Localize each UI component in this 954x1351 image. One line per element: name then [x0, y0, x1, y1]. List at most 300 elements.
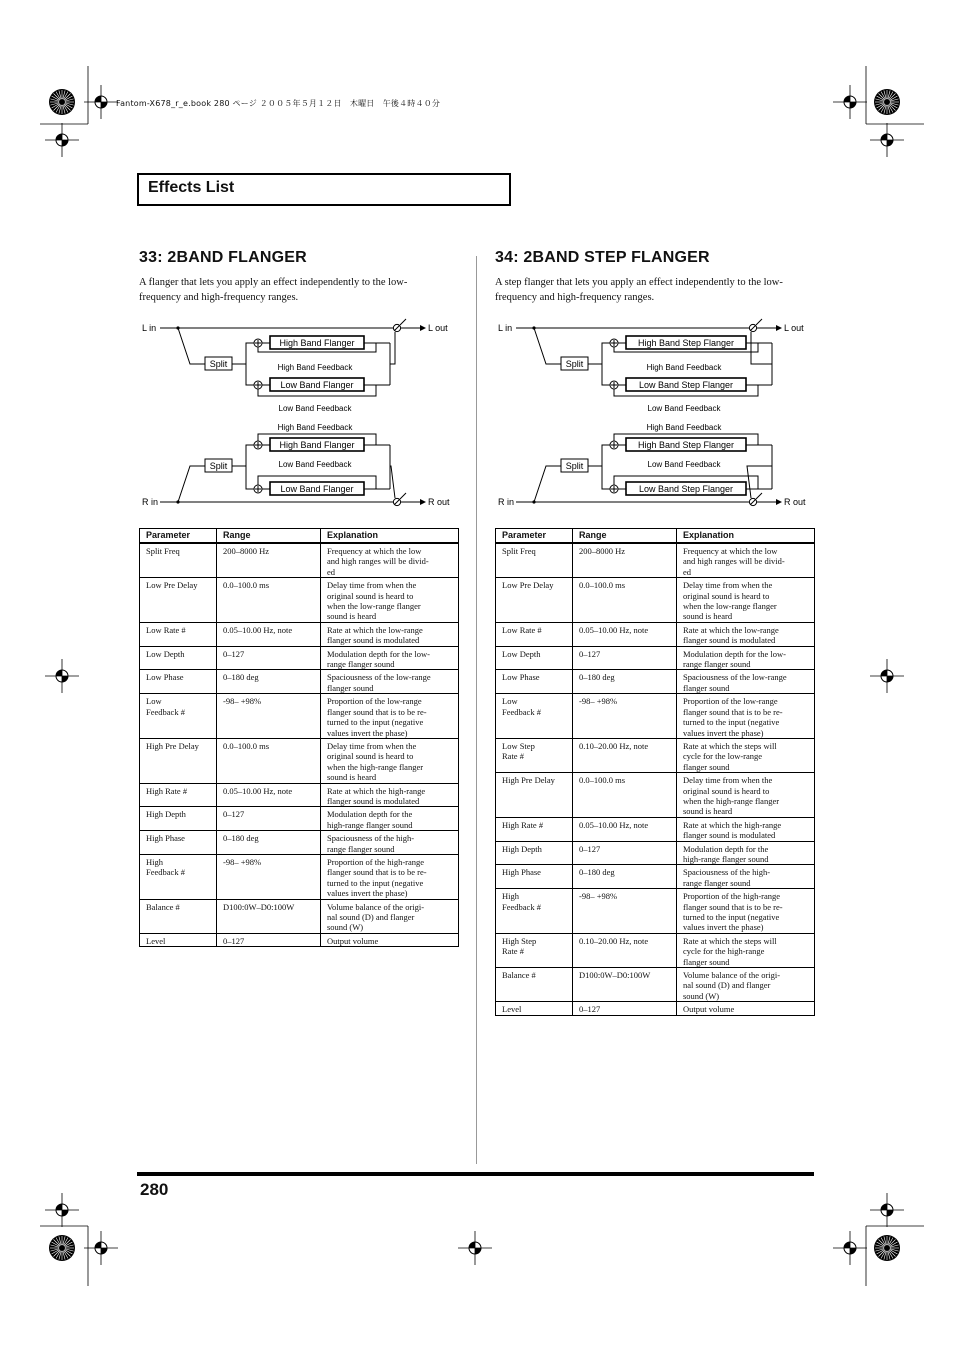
parameter-cell [140, 831, 217, 855]
explanation-cell-line: range flanger sound [327, 659, 395, 670]
table-row [496, 543, 815, 578]
parameter-cell-line: Level [502, 1004, 522, 1015]
parameter-cell [496, 670, 573, 694]
r-low-feedback-label: Low Band Feedback [278, 460, 352, 469]
range-cell [573, 817, 677, 841]
range-cell [217, 543, 321, 578]
explanation-cell-line: flanger sound [683, 682, 730, 693]
range-cell-line: D100:0W–D0:100W [579, 970, 651, 981]
explanation-cell-line: flanger sound that is to be re- [683, 706, 783, 717]
explanation-cell-line: Delay time from when the [683, 775, 773, 786]
r-high-band-flanger-label: High Band Step Flanger [637, 440, 735, 450]
table-row [140, 738, 459, 783]
r-split-high [588, 445, 610, 466]
explanation-cell [677, 817, 815, 841]
effect33-description-line-2: frequency and high-frequency ranges. [139, 292, 299, 303]
explanation-cell-line: flanger sound [683, 956, 730, 967]
range-cell [217, 578, 321, 623]
explanation-cell [677, 841, 815, 865]
table-header-row [140, 529, 459, 544]
parameter-cell-line: Level [146, 935, 166, 946]
range-cell [573, 1002, 677, 1015]
parameter-cell-line: High Phase [146, 833, 185, 844]
explanation-cell-line: Proportion of the low-range [683, 696, 778, 707]
range-cell-line: -98– +98% [223, 696, 262, 707]
parameter-cell [140, 854, 217, 899]
explanation-cell-line: nal sound (D) and flanger [327, 912, 415, 922]
explanation-cell-line: flanger sound [327, 682, 374, 693]
range-cell-line: 200–8000 Hz [579, 546, 626, 556]
explanation-cell [321, 646, 459, 670]
explanation-cell-line: high-range flanger sound [327, 819, 413, 830]
parameter-cell [496, 817, 573, 841]
level-arrow [756, 493, 762, 499]
explanation-cell-line: sound is heard [327, 611, 377, 622]
explanation-cell [321, 807, 459, 831]
explanation-cell-line: Proportion of the high-range [683, 891, 781, 902]
parameter-cell [496, 889, 573, 934]
explanation-cell-line: values invert the phase) [683, 922, 764, 933]
parameter-cell-line: High Pre Delay [502, 775, 555, 786]
r-in-label: R in [142, 497, 159, 507]
parameter-cell [140, 783, 217, 807]
range-cell [573, 933, 677, 967]
explanation-cell [677, 889, 815, 934]
parameter-cell-line: High Rate # [146, 785, 188, 796]
parameter-cell-line: Feedback # [146, 706, 185, 717]
explanation-cell [677, 646, 815, 670]
range-cell-line: 0–180 deg [223, 833, 259, 844]
explanation-cell-line: sound is heard [683, 806, 733, 817]
parameter-cell-line: High Depth [146, 809, 186, 820]
range-cell [573, 841, 677, 865]
range-cell [217, 694, 321, 739]
parameter-cell-line: High Phase [502, 867, 541, 878]
explanation-cell-line: turned to the input (negative [683, 717, 780, 728]
explanation-cell-line: Volume balance of the origi- [683, 970, 781, 981]
footer-rule [137, 1172, 814, 1176]
parameter-cell [496, 694, 573, 739]
star-target-center [59, 1245, 65, 1251]
page-number: 280 [140, 1180, 169, 1199]
range-cell [217, 622, 321, 646]
parameter-cell [140, 543, 217, 578]
section-header-box [137, 173, 511, 206]
effect34-description [495, 275, 825, 305]
level-arrow [400, 493, 406, 499]
explanation-cell-line: Spaciousness of the high- [327, 833, 415, 844]
parameter-cell-line: Low Pre Delay [502, 580, 554, 591]
effect33-parameter-table [139, 528, 459, 947]
parameter-cell [496, 773, 573, 818]
explanation-cell-line: cycle for the high-range [683, 946, 765, 957]
r-high-feedback-label: High Band Feedback [646, 423, 722, 432]
explanation-cell-line: Rate at which the low-range [683, 624, 779, 635]
signal-arrow [776, 325, 782, 331]
explanation-cell-line: range flanger sound [683, 877, 751, 888]
header-range: Range [217, 529, 321, 544]
parameter-cell [496, 738, 573, 772]
parameter-cell [496, 622, 573, 646]
explanation-cell-line: flanger sound that is to be re- [683, 901, 783, 912]
explanation-cell-line: Delay time from when the [327, 740, 417, 751]
table-row [496, 646, 815, 670]
parameter-cell [140, 933, 217, 946]
table-row [496, 841, 815, 865]
explanation-cell-line: values invert the phase) [683, 727, 764, 738]
explanation-cell [677, 543, 815, 578]
explanation-cell [677, 738, 815, 772]
table-row [140, 543, 459, 578]
range-cell-line: 200–8000 Hz [223, 546, 270, 556]
explanation-cell [321, 933, 459, 946]
parameter-cell-line: Low Depth [146, 648, 185, 659]
r-to-split [178, 466, 205, 502]
r-low-feedback-label: Low Band Feedback [647, 460, 721, 469]
l-to-out [751, 332, 772, 364]
r-split-low [246, 466, 254, 489]
signal-arrow [776, 499, 782, 505]
table-row [140, 933, 459, 946]
l-split-label: Split [565, 359, 584, 369]
range-cell [217, 831, 321, 855]
explanation-cell [321, 622, 459, 646]
range-cell-line: 0–127 [223, 809, 245, 820]
explanation-cell-line: Rate at which the high-range [327, 785, 426, 796]
effect33-description-line-1: A flanger that lets you apply an effect independently to the low- [139, 277, 408, 288]
l-to-out [390, 332, 395, 364]
explanation-cell-line: Spaciousness of the low-range [327, 672, 431, 683]
r-split-label: Split [209, 461, 228, 471]
parameter-cell-line: Balance # [502, 970, 536, 981]
range-cell-line: -98– +98% [579, 891, 618, 902]
header-range: Range [573, 529, 677, 544]
explanation-cell-line: Frequency at which the low [327, 546, 422, 556]
parameter-cell-line: Low Step [502, 740, 535, 751]
parameter-cell-line: Rate # [502, 751, 524, 762]
range-cell [217, 854, 321, 899]
explanation-cell-line: Rate at which the steps will [683, 935, 777, 946]
range-cell-line: 0–180 deg [579, 672, 615, 683]
explanation-cell-line: Rate at which the low-range [327, 624, 423, 635]
range-cell-line: 0.05–10.00 Hz, note [579, 819, 649, 830]
l-high-band-flanger-label: High Band Step Flanger [637, 338, 735, 348]
range-cell-line: 0–127 [579, 1004, 601, 1015]
explanation-cell-line: cycle for the low-range [683, 751, 763, 762]
table-row [140, 899, 459, 933]
r-to-out [390, 466, 395, 498]
explanation-cell [321, 694, 459, 739]
parameter-cell-line: Split Freq [146, 546, 180, 556]
parameter-cell [496, 933, 573, 967]
range-cell-line: 0.10–20.00 Hz, note [579, 935, 649, 946]
r-to-out [747, 466, 772, 498]
parameter-cell-line: Low Rate # [146, 624, 186, 635]
range-cell [217, 738, 321, 783]
table-row [140, 694, 459, 739]
level-arrow [400, 319, 406, 325]
explanation-cell-line: flanger sound is modulated [327, 635, 420, 646]
parameter-cell-line: Feedback # [502, 706, 541, 717]
explanation-cell [321, 543, 459, 578]
explanation-cell-line: and high ranges will be divid- [327, 556, 429, 567]
l-in-label: L in [498, 323, 513, 333]
table-row [496, 865, 815, 889]
r-split-high [232, 445, 254, 466]
star-target-center [884, 99, 890, 105]
signal-arrow [420, 325, 426, 331]
parameter-cell [140, 694, 217, 739]
explanation-cell-line: Spaciousness of the high- [683, 867, 771, 878]
table-row [496, 1002, 815, 1015]
explanation-cell [321, 578, 459, 623]
parameter-cell-line: Split Freq [502, 546, 536, 556]
explanation-cell-line: original sound is heard to [683, 590, 770, 601]
parameter-cell-line: Low Pre Delay [146, 580, 198, 591]
table-row [496, 578, 815, 623]
parameter-cell [496, 543, 573, 578]
parameter-cell-line: High Pre Delay [146, 740, 199, 751]
range-cell [573, 889, 677, 934]
section-title: Effects List [148, 179, 235, 196]
table-row [496, 817, 815, 841]
table-row [140, 854, 459, 899]
effect33-description [139, 275, 459, 305]
table-header-row [496, 529, 815, 544]
effect33-title: 33: 2BAND FLANGER [139, 249, 307, 266]
l-high-feedback-label: High Band Feedback [646, 363, 722, 372]
explanation-cell-line: Delay time from when the [683, 580, 773, 591]
explanation-cell-line: Output volume [683, 1004, 735, 1015]
range-cell [573, 543, 677, 578]
range-cell [217, 933, 321, 946]
header-parameter: Parameter [140, 529, 217, 544]
explanation-cell-line: sound (W) [683, 990, 720, 1001]
parameter-cell-line: High [502, 891, 519, 902]
explanation-cell-line: when the high-range flanger [327, 761, 424, 772]
r-to-split [534, 466, 561, 502]
range-cell [573, 646, 677, 670]
explanation-cell [677, 773, 815, 818]
explanation-cell [321, 783, 459, 807]
print-header: Fantom-X678_r_e.book 280 ページ ２００５年５月１２日 木曜日 午後４時４０分 [116, 99, 441, 108]
explanation-cell [677, 865, 815, 889]
explanation-cell-line: turned to the input (negative [327, 717, 424, 728]
l-to-split [534, 328, 561, 364]
table-row [140, 578, 459, 623]
range-cell [217, 646, 321, 670]
header-parameter: Parameter [496, 529, 573, 544]
parameter-cell [496, 646, 573, 670]
range-cell [217, 807, 321, 831]
effect34-title: 34: 2BAND STEP FLANGER [495, 249, 710, 266]
range-cell-line: 0.10–20.00 Hz, note [579, 740, 649, 751]
range-cell [217, 783, 321, 807]
r-high-band-flanger-label: High Band Flanger [279, 440, 355, 450]
header-explanation: Explanation [677, 529, 815, 544]
explanation-cell-line: values invert the phase) [327, 888, 408, 899]
header-explanation: Explanation [321, 529, 459, 544]
explanation-cell-line: ed [683, 566, 692, 577]
explanation-cell-line: sound is heard [683, 611, 733, 622]
range-cell-line: 0.0–100.0 ms [223, 580, 270, 591]
explanation-cell-line: range flanger sound [683, 659, 751, 670]
explanation-cell-line: Spaciousness of the low-range [683, 672, 787, 683]
table-row [140, 807, 459, 831]
explanation-cell [677, 968, 815, 1002]
explanation-cell-line: Modulation depth for the [327, 809, 413, 820]
table-row [496, 694, 815, 739]
table-row [140, 670, 459, 694]
explanation-cell-line: Rate at which the high-range [683, 819, 782, 830]
explanation-cell-line: flanger sound is modulated [683, 635, 776, 646]
explanation-cell-line: original sound is heard to [683, 785, 770, 796]
parameter-cell [496, 865, 573, 889]
range-cell [573, 578, 677, 623]
parameter-cell-line: High [146, 856, 163, 867]
explanation-cell-line: high-range flanger sound [683, 853, 769, 864]
l-low-band-flanger-label: Low Band Flanger [280, 380, 354, 390]
range-cell [573, 738, 677, 772]
parameter-cell-line: Low [502, 696, 518, 707]
table-row [496, 670, 815, 694]
explanation-cell [321, 899, 459, 933]
explanation-cell-line: Proportion of the high-range [327, 856, 425, 867]
explanation-cell-line: Rate at which the steps will [683, 740, 777, 751]
explanation-cell [677, 933, 815, 967]
parameter-cell-line: Low Depth [502, 648, 541, 659]
r-in-label: R in [498, 497, 515, 507]
range-cell [573, 773, 677, 818]
parameter-cell-line: High Rate # [502, 819, 544, 830]
explanation-cell-line: sound (W) [327, 922, 364, 933]
range-cell-line: 0–127 [579, 843, 601, 854]
l-low-band-flanger-label: Low Band Step Flanger [638, 380, 734, 390]
parameter-cell-line: Low Rate # [502, 624, 542, 635]
table-row [496, 889, 815, 934]
level-arrow [756, 319, 762, 325]
range-cell [217, 670, 321, 694]
explanation-cell-line: and high ranges will be divid- [683, 556, 785, 567]
parameter-cell-line: Feedback # [502, 901, 541, 912]
table-row [496, 738, 815, 772]
effect34-parameter-table [495, 528, 815, 1016]
explanation-cell [677, 578, 815, 623]
explanation-cell-line: Volume balance of the origi- [327, 901, 425, 912]
table-row [140, 783, 459, 807]
range-cell-line: 0.0–100.0 ms [579, 580, 626, 591]
r-out-label: R out [428, 497, 450, 507]
parameter-cell [140, 622, 217, 646]
parameter-cell [496, 1002, 573, 1015]
explanation-cell-line: nal sound (D) and flanger [683, 980, 771, 991]
range-cell-line: -98– +98% [223, 856, 262, 867]
parameter-cell-line: Feedback # [146, 867, 185, 878]
explanation-cell [677, 1002, 815, 1015]
l-split-low [246, 364, 254, 385]
range-cell-line: 0.0–100.0 ms [223, 740, 270, 751]
explanation-cell-line: original sound is heard to [327, 590, 414, 601]
explanation-cell-line: Proportion of the low-range [327, 696, 422, 707]
range-cell-line: D100:0W–D0:100W [223, 901, 295, 912]
signal-arrow [420, 499, 426, 505]
explanation-cell-line: Output volume [327, 935, 379, 946]
explanation-cell-line: Modulation depth for the low- [327, 648, 430, 659]
parameter-cell-line: Low Phase [502, 672, 540, 683]
table-row [496, 968, 815, 1002]
parameter-cell-line: Low [146, 696, 162, 707]
explanation-cell [321, 854, 459, 899]
explanation-cell [321, 670, 459, 694]
l-split-high [588, 343, 610, 364]
explanation-cell-line: turned to the input (negative [327, 877, 424, 888]
explanation-cell-line: ed [327, 566, 336, 577]
range-cell [573, 865, 677, 889]
parameter-cell [140, 899, 217, 933]
range-cell [217, 899, 321, 933]
explanation-cell-line: flanger sound [683, 761, 730, 772]
l-low-feedback-label: Low Band Feedback [647, 404, 721, 413]
range-cell-line: -98– +98% [579, 696, 618, 707]
range-cell-line: 0.0–100.0 ms [579, 775, 626, 786]
parameter-cell [140, 738, 217, 783]
explanation-cell-line: flanger sound is modulated [327, 795, 420, 806]
explanation-cell-line: Modulation depth for the low- [683, 648, 786, 659]
range-cell [573, 694, 677, 739]
explanation-cell-line: when the low-range flanger [683, 601, 777, 612]
parameter-cell [140, 646, 217, 670]
explanation-cell-line: flanger sound that is to be re- [327, 706, 427, 717]
parameter-cell-line: Balance # [146, 901, 180, 912]
l-high-feedback-label: High Band Feedback [277, 363, 353, 372]
l-high-band-flanger-label: High Band Flanger [279, 338, 355, 348]
table-row [496, 773, 815, 818]
r-high-feedback-label: High Band Feedback [277, 423, 353, 432]
explanation-cell [677, 622, 815, 646]
r-low-band-flanger-label: Low Band Step Flanger [638, 484, 734, 494]
r-out-label: R out [784, 497, 806, 507]
explanation-cell-line: sound is heard [327, 772, 377, 783]
effect34-description-line-1: A step flanger that lets you apply an effect independently to the low- [495, 277, 783, 288]
l-split-high [232, 343, 254, 364]
parameter-cell [140, 807, 217, 831]
star-target-center [59, 99, 65, 105]
effect34-signal-flow-diagram [494, 316, 824, 516]
range-cell-line: 0.05–10.00 Hz, note [579, 624, 649, 635]
l-in-label: L in [142, 323, 157, 333]
star-target-center [884, 1245, 890, 1251]
explanation-cell-line: when the high-range flanger [683, 795, 780, 806]
table-row [140, 831, 459, 855]
range-cell-line: 0–127 [223, 935, 245, 946]
explanation-cell-line: Frequency at which the low [683, 546, 778, 556]
r-split-label: Split [565, 461, 584, 471]
parameter-cell-line: High Depth [502, 843, 542, 854]
range-cell [573, 670, 677, 694]
effect34-description-line-2: frequency and high-frequency ranges. [495, 292, 655, 303]
explanation-cell-line: Modulation depth for the [683, 843, 769, 854]
explanation-cell-line: turned to the input (negative [683, 912, 780, 922]
explanation-cell-line: original sound is heard to [327, 751, 414, 762]
l-split-label: Split [209, 359, 228, 369]
l-split-low [602, 364, 610, 385]
table-row [496, 622, 815, 646]
l-out-label: L out [784, 323, 804, 333]
explanation-cell [677, 670, 815, 694]
l-to-split [178, 328, 205, 364]
parameter-cell [496, 841, 573, 865]
parameter-cell-line: Rate # [502, 946, 524, 957]
